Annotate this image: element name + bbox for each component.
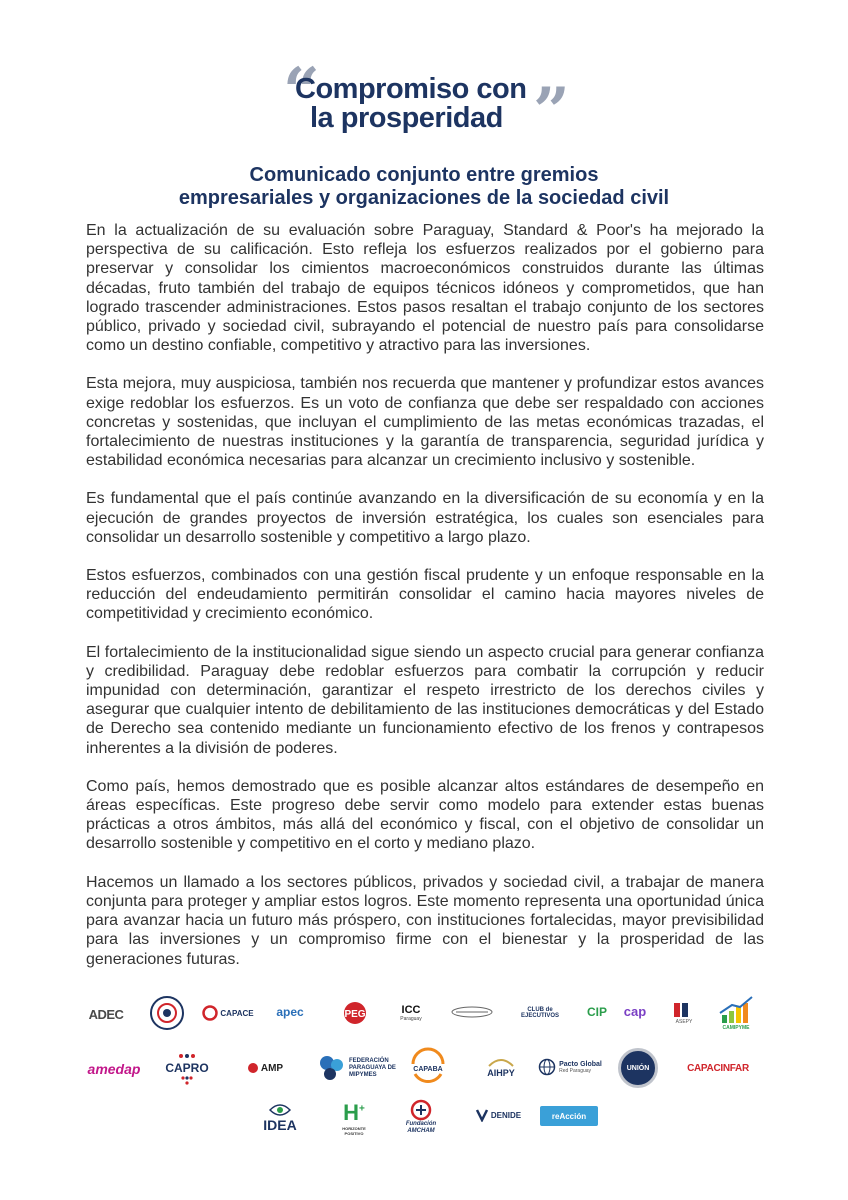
- idea-logo: [256, 1096, 304, 1140]
- asepy-icon: [672, 1001, 696, 1019]
- federacion-mipymes-logo: [316, 1050, 406, 1086]
- union-logo: [618, 1048, 658, 1088]
- aihpy-label: AIHPY: [487, 1068, 515, 1078]
- paragraph-7: Hacemos un llamado a los sectores públicos, privados y sociedad civil, a trabajar de manera conjunta para proteger y ampliar estos logros. Este momento representa una oportunidad única para avanzar hacia un futuro más próspero, con instituciones fortalecidas, mayor previsibilidad para las inversiones y un compromiso firme con el bienestar y la prosperidad de las generaciones futuras.: [86, 873, 764, 968]
- paragraph-2: Esta mejora, muy auspiciosa, también nos recuerda que mantener y profundizar estos avances exige redoblar los esfuerzos. Es un voto de confianza que debe ser respaldado con acciones concretas y sostenidas, que incluyan el cumplimiento de las metas económicas trazadas, el fortalecimiento de nuestras instituciones y la garantía de transparencia, seguridad jurídica y estabilidad económica necesarias para alcanzar un crecimiento inclusivo y sostenible.: [86, 375, 764, 470]
- capro-icon: [177, 1051, 197, 1061]
- camipyme-logo: [716, 992, 756, 1034]
- amedap-logo: [84, 1054, 144, 1084]
- federacion-icon: [317, 1053, 347, 1083]
- asepy-logo: [664, 996, 704, 1030]
- peg-logo: [340, 998, 370, 1028]
- header-logo: [283, 54, 565, 149]
- statement-body: [86, 221, 764, 988]
- fundacion-amcham-label: Fundación AMCHAM: [405, 1121, 437, 1134]
- adec-logo: [86, 1004, 126, 1024]
- paragraph-1: En la actualización de su evaluación sobre Paraguay, Standard & Poor's ha mejorado la perspectiva de su calificación. Esto refleja los esfuerzos realizados por el gobierno para preservar y consolidar los cimientos macroeconómicos construidos durante las últimas décadas, fruto también del trabajo de equipos técnicos idóneos y comprometidos, que han logrado trascender administraciones. Estos pasos resaltan el trabajo conjunto de los sectores público, privado y sociedad civil, subrayando el potencial de nuestro país para consolidarse como un destino confiable, competitivo y atractivo para las inversiones.: [86, 222, 764, 355]
- quote-open-icon: “: [283, 54, 314, 129]
- pacto-global-logo: [538, 1054, 602, 1080]
- icc-logo: [390, 1000, 432, 1026]
- denide-logo: [470, 1104, 526, 1126]
- amp-label: AMP: [260, 1062, 284, 1074]
- camipyme-chart-icon: [718, 995, 754, 1025]
- capace-label: CAPACE: [220, 1008, 254, 1018]
- club-ejecutivos-label: CLUB de EJECUTIVOS: [520, 1007, 559, 1019]
- capro-logo: [160, 1048, 214, 1088]
- logo-line2: la prosperidad: [310, 102, 503, 134]
- cip-label: CIP: [586, 1005, 607, 1019]
- logo-line1: Compromiso con: [295, 73, 527, 105]
- amcham-icon: [410, 1099, 432, 1121]
- quote-close-icon: ”: [533, 74, 564, 149]
- capro-dots-icon: [177, 1075, 197, 1085]
- capace-icon: [202, 1005, 218, 1021]
- reaccion-logo: [540, 1106, 598, 1126]
- apec-label: apec: [276, 1005, 304, 1019]
- denide-label: DENIDE: [490, 1110, 522, 1120]
- peg-label: PEG: [344, 1009, 366, 1020]
- aihpy-icon: [486, 1056, 516, 1068]
- amedap-label: amedap: [87, 1061, 141, 1077]
- horizonte-positivo-logo: [330, 1096, 378, 1140]
- title-line2: empresariales y organizaciones de la sociedad civil: [178, 187, 670, 209]
- icc-label: ICC: [401, 1004, 421, 1016]
- amp-icon: [247, 1062, 259, 1074]
- lineas-logo: [450, 1004, 494, 1020]
- title-line1: Comunicado conjunto entre gremios: [249, 164, 599, 186]
- icc-sub-label: Paraguay: [400, 1016, 422, 1022]
- peg-icon: [342, 1001, 368, 1025]
- capacinfar-logo: [676, 1060, 760, 1076]
- aihpy-logo: [478, 1050, 524, 1084]
- union-label: UNIÓN: [626, 1064, 650, 1072]
- capaba-label: CAPABA: [413, 1066, 443, 1073]
- capace-logo: [198, 1002, 258, 1024]
- federacion-label: FEDERACIÓN PARAGUAYA DE MIPYMES: [349, 1057, 396, 1078]
- lineas-icon: [450, 1005, 494, 1019]
- paragraph-6: Como país, hemos demostrado que es posible alcanzar altos estándares de desempeño en áreas específicas. Este progreso debe servir como modelo para extender estas buenas prácticas a otros ámbitos, más allá del económico y fiscal, con el objetivo de consolidar un desarrollo sostenible y competitivo en el corto y mediano plazo.: [86, 777, 764, 853]
- capro-label: CAPRO: [165, 1061, 209, 1075]
- pacto-global-label: Pacto Global: [559, 1060, 602, 1068]
- capaba-icon: [407, 1046, 449, 1086]
- pacto-global-text: [559, 1061, 602, 1074]
- adec-label: ADEC: [88, 1006, 124, 1022]
- horizonte-label: HORIZONTE POSITIVO: [342, 1126, 366, 1136]
- idea-label: IDEA: [263, 1117, 297, 1133]
- capaba-logo: [406, 1046, 450, 1086]
- paragraph-5: El fortalecimiento de la institucionalidad sigue siendo un aspecto crucial para generar confianza y credibilidad. Paraguay debe redoblar esfuerzos para combatir la corrupción y reducir impunidad con determinación, garantizar el respeto irrestricto de los derechos civiles y asegurar que cualquier intento de debilitamiento de las instituciones democráticas y del Estado de Derecho sea contenido mediante un funcionamiento efectivo de los frenos y contrapesos inherentes a la división de poderes.: [86, 643, 764, 757]
- capacinfar-label: CAPACINFAR: [687, 1062, 749, 1074]
- horizonte-h-icon: H+: [343, 1100, 365, 1125]
- apec-logo: [272, 1001, 308, 1023]
- cap-logo: [616, 1000, 654, 1022]
- sponsor-logos: [0, 990, 848, 1150]
- camara-comercio-seal-logo: [150, 996, 184, 1030]
- fundacion-amcham-logo: [396, 1094, 446, 1140]
- idea-eye-icon: [269, 1103, 291, 1117]
- page-title: [0, 164, 848, 210]
- reaccion-label: reAcción: [551, 1111, 587, 1121]
- cap-label: cap: [623, 1003, 647, 1019]
- camipyme-label: CAMIPYME: [722, 1025, 750, 1031]
- asepy-label: ASEPY: [675, 1019, 693, 1025]
- club-ejecutivos-logo: [512, 1002, 568, 1024]
- denide-icon: [475, 1108, 489, 1122]
- cip-logo: [582, 1000, 612, 1024]
- paragraph-3: Es fundamental que el país continúe avanzando en la diversificación de su economía y en la ejecución de grandes proyectos de inversión estratégica, los cuales son esenciales para consolidar un desarrollo sostenible y competitivo a largo plazo.: [86, 490, 764, 546]
- pacto-global-globe-icon: [538, 1058, 556, 1076]
- paragraph-4: Estos esfuerzos, combinados con una gestión fiscal prudente y un enfoque responsable en la reducción del endeudamiento permitirán consolidar el camino hacia mayores niveles de competitividad y crecimiento económico.: [86, 567, 764, 623]
- pacto-global-sub-label: Red Paraguay: [559, 1067, 592, 1074]
- amp-logo: [234, 1058, 296, 1078]
